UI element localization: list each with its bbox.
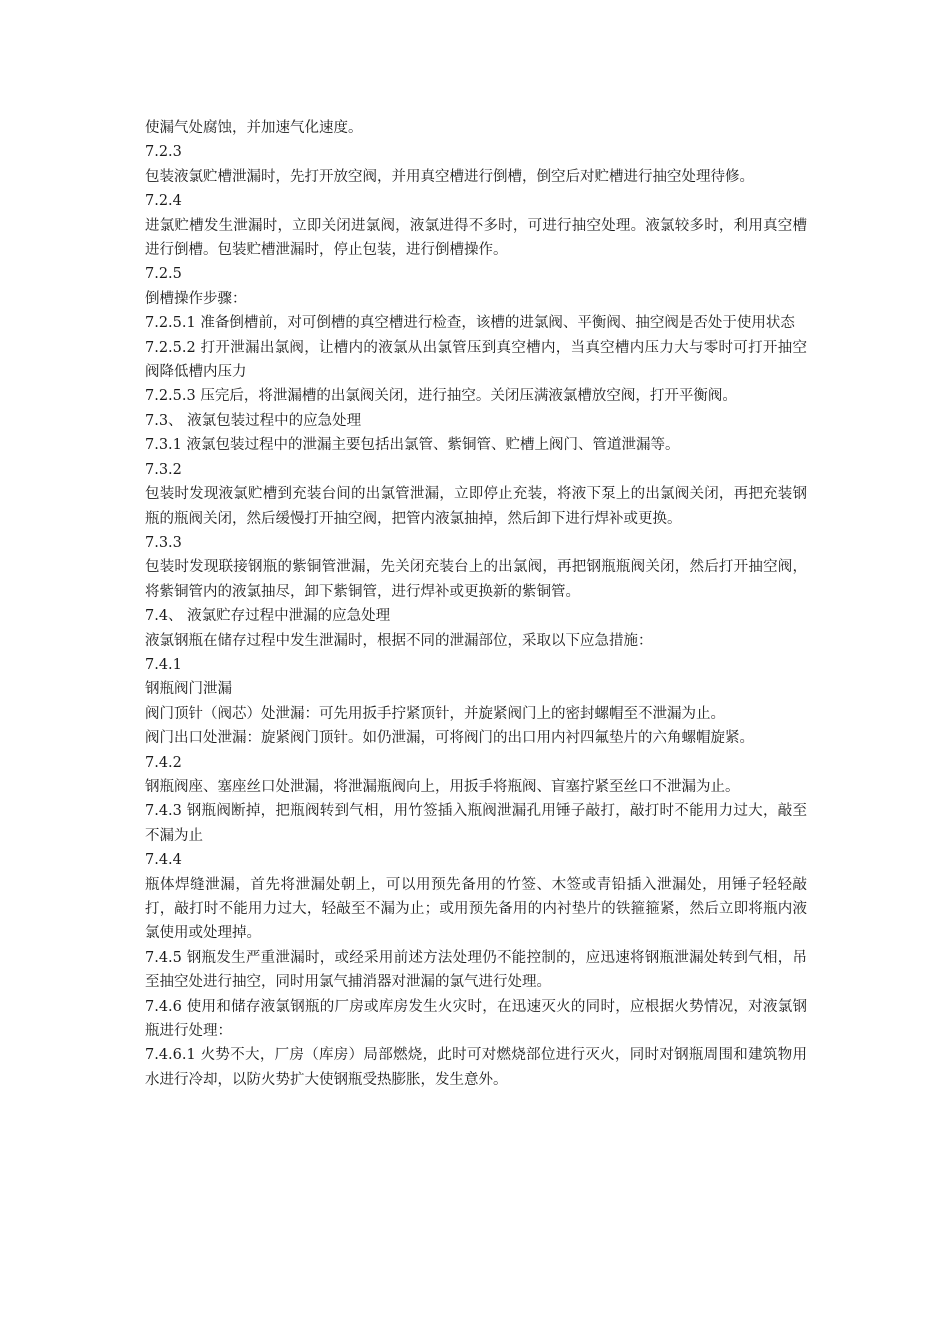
section-number: 7.2.4	[145, 193, 182, 210]
paragraph: 使漏气处腐蚀，并加速气化速度。	[145, 120, 363, 136]
paragraph: 钢瓶阀门泄漏	[145, 681, 232, 698]
section-number: 7.2.5	[145, 266, 182, 283]
paragraph: 7.4.6 使用和储存液氯钢瓶的厂房或库房发生火灾时，在迅速灭火的同时，应根据火势情况，对液氯钢瓶进行处理：	[145, 998, 807, 1040]
section-number: 7.3.2	[145, 461, 182, 478]
document-body	[145, 116, 807, 1092]
paragraph: 包装时发现液氯贮槽到充装台间的出氯管泄漏，立即停止充装，将液下泵上的出氯阀关闭，再把充装钢瓶的瓶阀关闭，然后缓慢打开抽空阀，把管内液氯抽掉，然后卸下进行焊补或更换。	[145, 486, 807, 527]
paragraph: 7.4.5 钢瓶发生严重泄漏时，或经采用前述方法处理仍不能控制的，应迅速将钢瓶泄漏处转到气相，吊至抽空处进行抽空，同时用氯气捕消器对泄漏的氯气进行处理。	[145, 949, 807, 991]
paragraph: 倒槽操作步骤：	[145, 290, 247, 307]
paragraph: 7.2.5.3 压完后，将泄漏槽的出氯阀关闭，进行抽空。关闭压满液氯槽放空阀，打开平衡阀。	[145, 388, 737, 405]
paragraph: 液氯钢瓶在储存过程中发生泄漏时，根据不同的泄漏部位，采取以下应急措施：	[145, 632, 653, 649]
paragraph: 包装时发现联接钢瓶的紫铜管泄漏，先关闭充装台上的出氯阀，再把钢瓶瓶阀关闭，然后打开抽空阀，将紫铜管内的液氯抽尽，卸下紫铜管，进行焊补或更换新的紫铜管。	[145, 559, 807, 600]
section-heading: 7.3、 液氯包装过程中的应急处理	[145, 412, 362, 429]
section-heading: 7.4、 液氯贮存过程中泄漏的应急处理	[145, 608, 391, 625]
paragraph: 瓶体焊缝泄漏，首先将泄漏处朝上，可以用预先备用的竹签、木签或青铅插入泄漏处，用锤子轻轻敲打，敲打时不能用力过大，轻敲至不漏为止；或用预先备用的内衬垫片的铁箍箍紧，然后立即将瓶内液氯使用或处理掉。	[145, 876, 807, 942]
paragraph: 7.3.1 液氯包装过程中的泄漏主要包括出氯管、紫铜管、贮槽上阀门、管道泄漏等。	[145, 437, 680, 454]
paragraph: 7.2.5.1 准备倒槽前，对可倒槽的真空槽进行检查，该槽的进氯阀、平衡阀、抽空阀是否处于使用状态	[145, 315, 795, 332]
section-number: 7.4.4	[145, 852, 182, 869]
paragraph: 阀门出口处泄漏：旋紧阀门顶针。如仍泄漏，可将阀门的出口用内衬四氟垫片的六角螺帽旋紧。	[145, 730, 754, 747]
paragraph: 7.4.6.1 火势不大，厂房（库房）局部燃烧，此时可对燃烧部位进行灭火，同时对钢瓶周围和建筑物用水进行冷却，以防火势扩大使钢瓶受热膨胀，发生意外。	[145, 1047, 807, 1088]
section-number: 7.2.3	[145, 144, 182, 161]
paragraph: 7.4.3 钢瓶阀断掉，把瓶阀转到气相，用竹签插入瓶阀泄漏孔用锤子敲打，敲打时不能用力过大，敲至不漏为止	[145, 803, 807, 844]
section-number: 7.4.1	[145, 656, 182, 673]
paragraph: 进氯贮槽发生泄漏时，立即关闭进氯阀，液氯进得不多时，可进行抽空处理。液氯较多时，利用真空槽进行倒槽。包装贮槽泄漏时，停止包装，进行倒槽操作。	[145, 217, 807, 259]
section-number: 7.3.3	[145, 534, 182, 551]
paragraph: 阀门顶针（阀芯）处泄漏：可先用扳手拧紧顶针，并旋紧阀门上的密封螺帽至不泄漏为止。	[145, 705, 725, 722]
section-number: 7.4.2	[145, 754, 182, 771]
paragraph: 钢瓶阀座、塞座丝口处泄漏，将泄漏瓶阀向上，用扳手将瓶阀、盲塞拧紧至丝口不泄漏为止。	[145, 778, 740, 795]
paragraph: 7.2.5.2 打开泄漏出氯阀，让槽内的液氯从出氯管压到真空槽内，当真空槽内压力大与零时可打开抽空阀降低槽内压力	[145, 339, 807, 381]
paragraph: 包装液氯贮槽泄漏时，先打开放空阀，并用真空槽进行倒槽，倒空后对贮槽进行抽空处理待修。	[145, 168, 754, 185]
